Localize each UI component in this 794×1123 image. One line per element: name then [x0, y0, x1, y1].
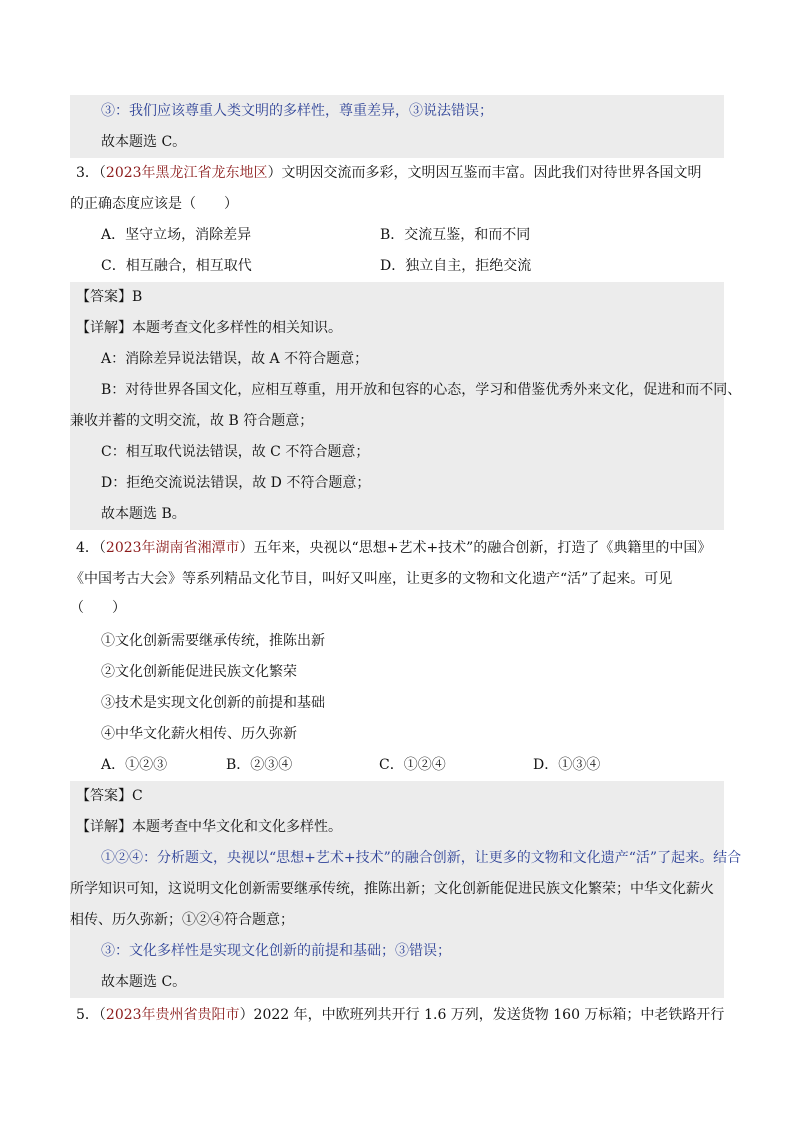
question-5-source: 2023年贵州省贵阳市 [105, 1007, 240, 1023]
solution-line: ③：我们应该尊重人类文明的多样性，尊重差异，③说法错误； [101, 103, 493, 119]
question-3-option-a: A．坚守立场，消除差异 [101, 227, 252, 243]
question-3-analysis-a: A：消除差异说法错误，故 A 不符合题意； [101, 351, 369, 367]
question-4-stem-paren: （ ） [70, 600, 126, 616]
question-4-item-4: ④中华文化薪火相传、历久弥新 [101, 726, 297, 742]
question-4-stem-cont: 《中国考古大会》等系列精品文化节目，叫好又叫座，让更多的文物和文化遗产“活”了起来。可见 [70, 571, 673, 587]
question-4-analysis-3: ③：文化多样性是实现文化创新的前提和基础；③错误； [101, 943, 451, 959]
question-3-stem-cont: 的正确态度应该是（ ） [70, 196, 238, 212]
question-3-option-c: C．相互融合，相互取代 [101, 258, 252, 274]
question-4-analysis: ①②④：分析题文，央视以“思想+艺术+技术”的融合创新，让更多的文物和文化遗产“活”了起来。结合 [101, 850, 742, 866]
question-3-detail: 【详解】本题考查文化多样性的相关知识。 [76, 320, 342, 336]
question-4-analysis-cont: 相传、历久弥新；①②④符合题意； [70, 912, 294, 928]
question-4-option-b: B．②③④ [226, 757, 293, 773]
question-4-item-1: ①文化创新需要继承传统，推陈出新 [101, 633, 325, 649]
question-3-conclusion: 故本题选 B。 [101, 506, 186, 522]
question-4-option-d: D．①③④ [533, 757, 601, 773]
question-3-option-d: D．独立自主，拒绝交流 [380, 258, 532, 274]
question-3-analysis-c: C：相互取代说法错误，故 C 不符合题意； [101, 444, 370, 460]
question-3-source: 2023年黑龙江省龙东地区 [105, 165, 268, 181]
question-4-option-c: C．①②④ [379, 757, 446, 773]
question-5-stem: 5．（2023年贵州省贵阳市）2022 年，中欧班列共开行 1.6 万列，发送货物 160 万标箱；中老铁路开行 [76, 1007, 725, 1023]
question-3-analysis-b-cont: 兼收并蓄的文明交流，故 B 符合题意； [70, 413, 314, 429]
question-4-conclusion: 故本题选 C。 [101, 974, 187, 990]
question-4-detail: 【详解】本题考查中华文化和文化多样性。 [76, 819, 342, 835]
question-3-analysis-d: D：拒绝交流说法错误，故 D 不符合题意； [101, 475, 371, 491]
question-4-item-3: ③技术是实现文化创新的前提和基础 [101, 695, 325, 711]
solution-conclusion: 故本题选 C。 [101, 134, 187, 150]
question-3-analysis-b: B：对待世界各国文化，应相互尊重，用开放和包容的心态，学习和借鉴优秀外来文化，促进和而不同、 [101, 382, 742, 398]
question-4-analysis-cont: 所学知识可知，这说明文化创新需要继承传统，推陈出新；文化创新能促进民族文化繁荣；中华文化薪火 [70, 881, 714, 897]
question-3-answer: 【答案】B [76, 289, 143, 305]
question-4-option-a: A．①②③ [101, 757, 168, 773]
question-3-option-b: B．交流互鉴，和而不同 [380, 227, 531, 243]
question-4-answer: 【答案】C [76, 788, 143, 804]
question-4-source: 2023年湖南省湘潭市 [105, 540, 240, 556]
question-4-item-2: ②文化创新能促进民族文化繁荣 [101, 664, 297, 680]
question-3-stem: 3．（2023年黑龙江省龙东地区）文明因交流而多彩，文明因互鉴而丰富。因此我们对待世界各国文明 [76, 165, 702, 181]
question-4-stem: 4．（2023年湖南省湘潭市）五年来，央视以“思想+艺术+技术”的融合创新，打造了《典籍里的中国》 [76, 540, 712, 556]
